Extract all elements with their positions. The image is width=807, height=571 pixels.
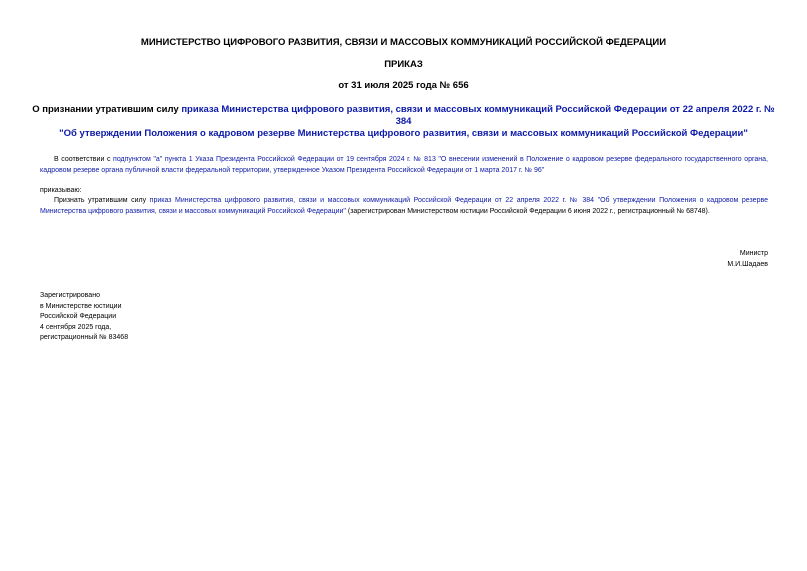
registration-line: Зарегистрировано xyxy=(40,292,100,299)
title-prefix: О признании утратившим силу xyxy=(32,104,182,115)
order-title xyxy=(30,104,777,140)
order-paragraph-link[interactable]: приказ Министерства цифрового развития, связи и массовых коммуникаций Российской Федерации от 22 апреля 2022 г. № 384 "Об утверждении Положения о кадровом резерве Министерства цифрового развития, связи и массовых коммуникаций Российской Федерации" xyxy=(40,197,768,215)
title-link-repealed-order-name[interactable]: "Об утверждении Положения о кадровом резерве Министерства цифрового развития, связи и массовых коммуникаций Российской Федерации" xyxy=(59,128,748,139)
signature-block xyxy=(568,249,768,270)
registration-line: в Министерстве юстиции xyxy=(40,302,122,310)
order-paragraph-prefix: Признать утратившим силу xyxy=(54,197,150,204)
title-link-repealed-order[interactable]: приказа Министерства цифрового развития, связи и массовых коммуникаций Российской Федерации от 22 апреля 2022 г. № 384 xyxy=(181,104,775,127)
registration-line: 4 сентября 2025 года, xyxy=(40,323,112,331)
preamble-link-decree[interactable]: подпунктом "а" пункта 1 Указа Президента Российской Федерации от 19 сентября 2024 г. № 813 "О внесении изменений в Положение о кадровом резерве федерального государственного органа, кадровом резерве органа публичной власти федеральной территории, утвержденное Указом Президента Российской Федерации от 1 марта 2017 г. № 96" xyxy=(40,156,768,174)
order-paragraph xyxy=(40,196,768,217)
preamble-paragraph xyxy=(40,155,768,176)
ministry-name: МИНИСТЕРСТВО ЦИФРОВОГО РАЗВИТИЯ, СВЯЗИ И МАССОВЫХ КОММУНИКАЦИЙ РОССИЙСКОЙ ФЕДЕРАЦИИ xyxy=(140,37,667,48)
order-date: от 31 июля 2025 года № 656 xyxy=(338,80,469,91)
signatory-name: М.И.Шадаев xyxy=(727,260,768,268)
preamble-prefix: В соответствии с xyxy=(54,156,114,163)
signatory-position: Министр xyxy=(739,250,768,257)
order-verb: приказываю: xyxy=(40,187,82,194)
registration-block xyxy=(40,291,240,344)
order-paragraph-suffix: (зарегистрирован Министерством юстиции Российской Федерации 6 июня 2022 г., регистрационный № 68748). xyxy=(345,207,710,215)
registration-line: Российской Федерации xyxy=(40,313,117,320)
registration-line: регистрационный № 83468 xyxy=(40,334,129,341)
order-heading: ПРИКАЗ xyxy=(384,59,423,70)
